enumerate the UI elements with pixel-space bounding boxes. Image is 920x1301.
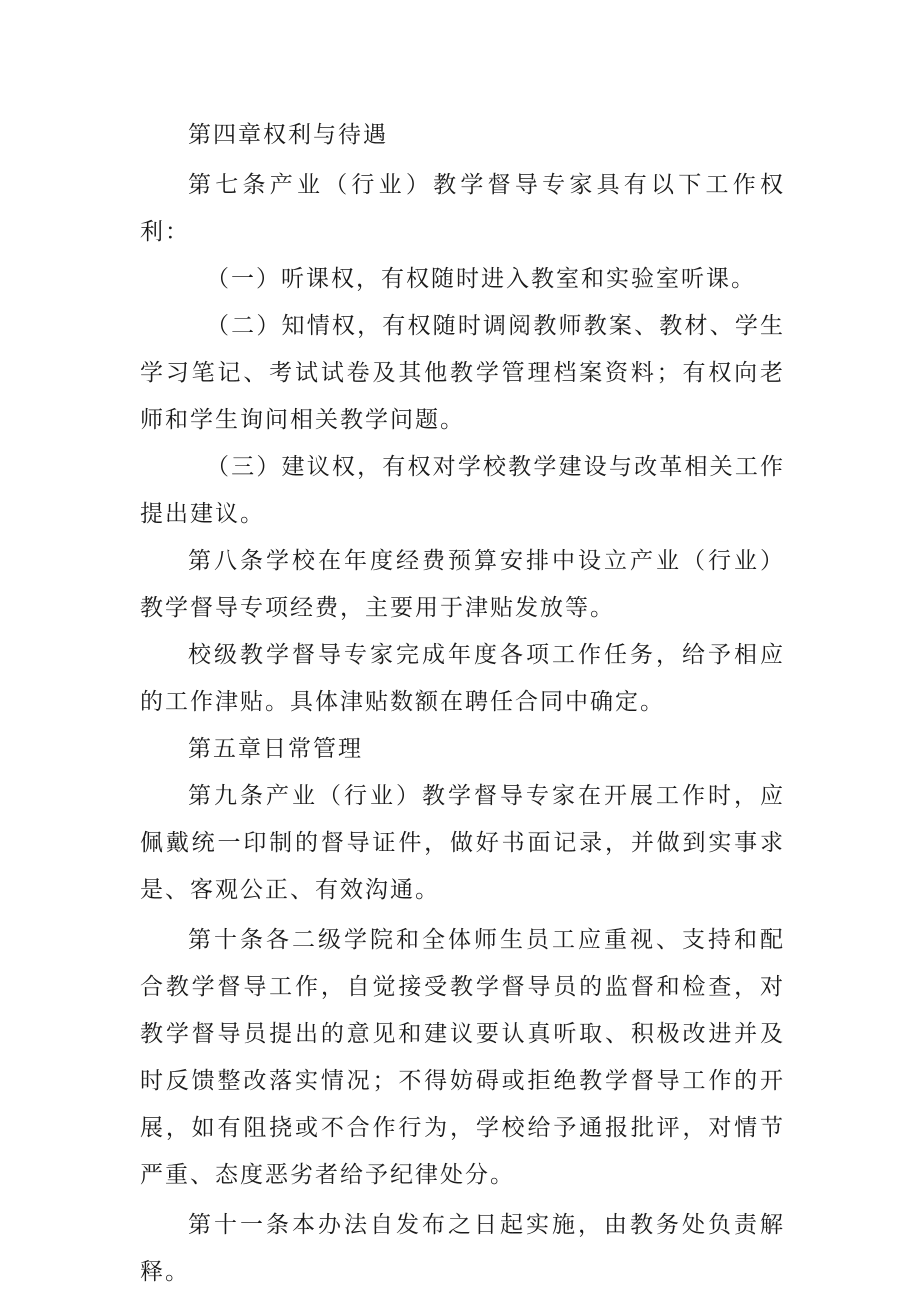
article-11: 第十一条本办法自发布之日起实施，由教务处负责解释。 xyxy=(140,1212,785,1285)
article-7-item-2: （二）知情权，有权随时调阅教师教案、教材、学生学习笔记、考试试卷及其他教学管理档案资料；有权向老师和学生询问相关教学问题。 xyxy=(140,313,785,433)
document-body xyxy=(140,112,785,1296)
article-9: 第九条产业（行业）教学督导专家在开展工作时，应佩戴统一印制的督导证件，做好书面记录，并做到实事求是、客观公正、有效沟通。 xyxy=(140,783,785,903)
chapter-4-title: 第四章权利与待遇 xyxy=(188,122,388,148)
article-10: 第十条各二级学院和全体师生员工应重视、支持和配合教学督导工作，自觉接受教学督导员的监督和检查，对教学督导员提出的意见和建议要认真听取、积极改进并及时反馈整改落实情况；不得妨碍或拒绝教学督导工作的开展，如有阻挠或不合作行为，学校给予通报批评，对情节严重、态度恶劣者给予纪律处分。 xyxy=(140,927,785,1188)
chapter-5-title: 第五章日常管理 xyxy=(188,736,363,762)
article-8-paragraph-2: 校级教学督导专家完成年度各项工作任务，给予相应的工作津贴。具体津贴数额在聘任合同中确定。 xyxy=(140,642,785,715)
article-8: 第八条学校在年度经费预算安排中设立产业（行业）教学督导专项经费，主要用于津贴发放等。 xyxy=(140,548,785,621)
article-7: 第七条产业（行业）教学督导专家具有以下工作权利： xyxy=(140,172,785,245)
article-7-item-1: （一）听课权，有权随时进入教室和实验室听课。 xyxy=(206,266,756,292)
article-7-item-3: （三）建议权，有权对学校教学建设与改革相关工作提出建议。 xyxy=(140,454,785,527)
